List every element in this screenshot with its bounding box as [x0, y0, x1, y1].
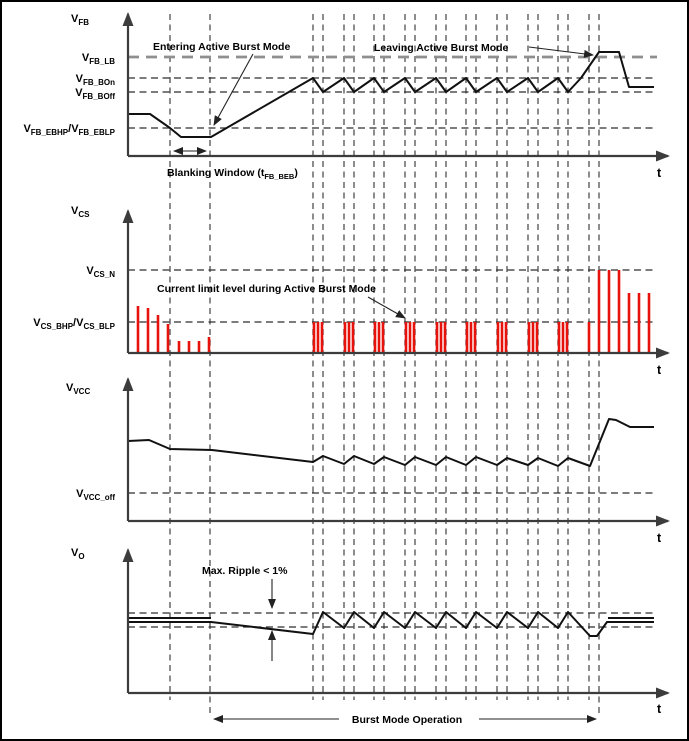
label-text: V [71, 205, 79, 217]
label-text: V [33, 317, 41, 329]
label-subscript: FB_BEB [264, 172, 295, 181]
label-text: V [86, 265, 94, 277]
label-subscript: CS [78, 210, 90, 219]
panel-axis-label [71, 547, 85, 561]
annotation-arrow [368, 297, 405, 318]
waveform-trace [128, 52, 654, 137]
label-subscript: FB_BOn [83, 78, 115, 87]
threshold-level-label [23, 123, 115, 137]
time-axis-label [657, 166, 662, 180]
label-text: V [75, 73, 83, 85]
label-text: ) [294, 167, 298, 179]
panel-axis-label [66, 382, 90, 396]
label-text: t [657, 702, 662, 716]
label-text: t [657, 166, 662, 180]
blanking-window-label [167, 167, 298, 181]
label-text: Blanking Window (t [167, 167, 265, 179]
waveform-trace [128, 612, 654, 636]
label-subscript: CS_N [93, 270, 115, 279]
label-text: Burst Mode Operation [351, 714, 463, 726]
label-text: Entering Active Burst Mode [153, 41, 291, 53]
label-text: V [75, 87, 83, 99]
label-subscript: FB [78, 18, 90, 27]
leaving-active-burst-mode-label [374, 42, 509, 54]
label-text: t [657, 531, 662, 545]
label-text: V [23, 123, 31, 135]
label-subscript: FB_LB [89, 57, 115, 66]
annotation-arrow [214, 54, 253, 125]
panel-axis-label [71, 205, 90, 219]
label-text: Max. Ripple < 1% [202, 565, 288, 577]
threshold-level-label [82, 52, 115, 66]
label-text: V [76, 488, 84, 500]
panel-axis-label [71, 13, 89, 27]
label-text: Leaving Active Burst Mode [374, 42, 509, 54]
entering-active-burst-mode-label [153, 41, 290, 53]
label-subscript: FB_BOff [82, 92, 115, 101]
label-subscript: CS_BLP [83, 322, 115, 331]
time-axis-label [657, 702, 662, 716]
label-subscript: O [78, 552, 85, 561]
label-subscript: FB_EBHP [30, 128, 69, 137]
label-subscript: CS_BHP [40, 322, 74, 331]
threshold-level-label [86, 265, 115, 279]
burst-mode-operation-label [352, 714, 462, 726]
threshold-level-label [76, 73, 115, 87]
label-text: t [657, 363, 662, 377]
threshold-level-label [33, 317, 115, 331]
label-text: V [81, 52, 90, 64]
time-axis-label [657, 531, 662, 545]
label-subscript: VCC_off [83, 493, 115, 502]
label-text: Current limit level during Active Burst Mode [157, 283, 376, 295]
label-text: V [71, 547, 79, 559]
burst-mode-timing-diagram [2, 2, 687, 739]
label-text: /V [68, 123, 79, 135]
threshold-level-label [76, 488, 115, 502]
time-axis-label [657, 363, 662, 377]
threshold-level-label [75, 87, 115, 101]
label-subscript: FB_EBLP [78, 128, 115, 137]
max-ripple-label [202, 565, 288, 577]
current-limit-label [157, 283, 376, 295]
label-text: V [66, 382, 74, 394]
waveform-trace [128, 419, 654, 466]
label-text: /V [73, 317, 84, 329]
label-text: V [71, 13, 79, 25]
label-subscript: VCC [73, 387, 91, 396]
